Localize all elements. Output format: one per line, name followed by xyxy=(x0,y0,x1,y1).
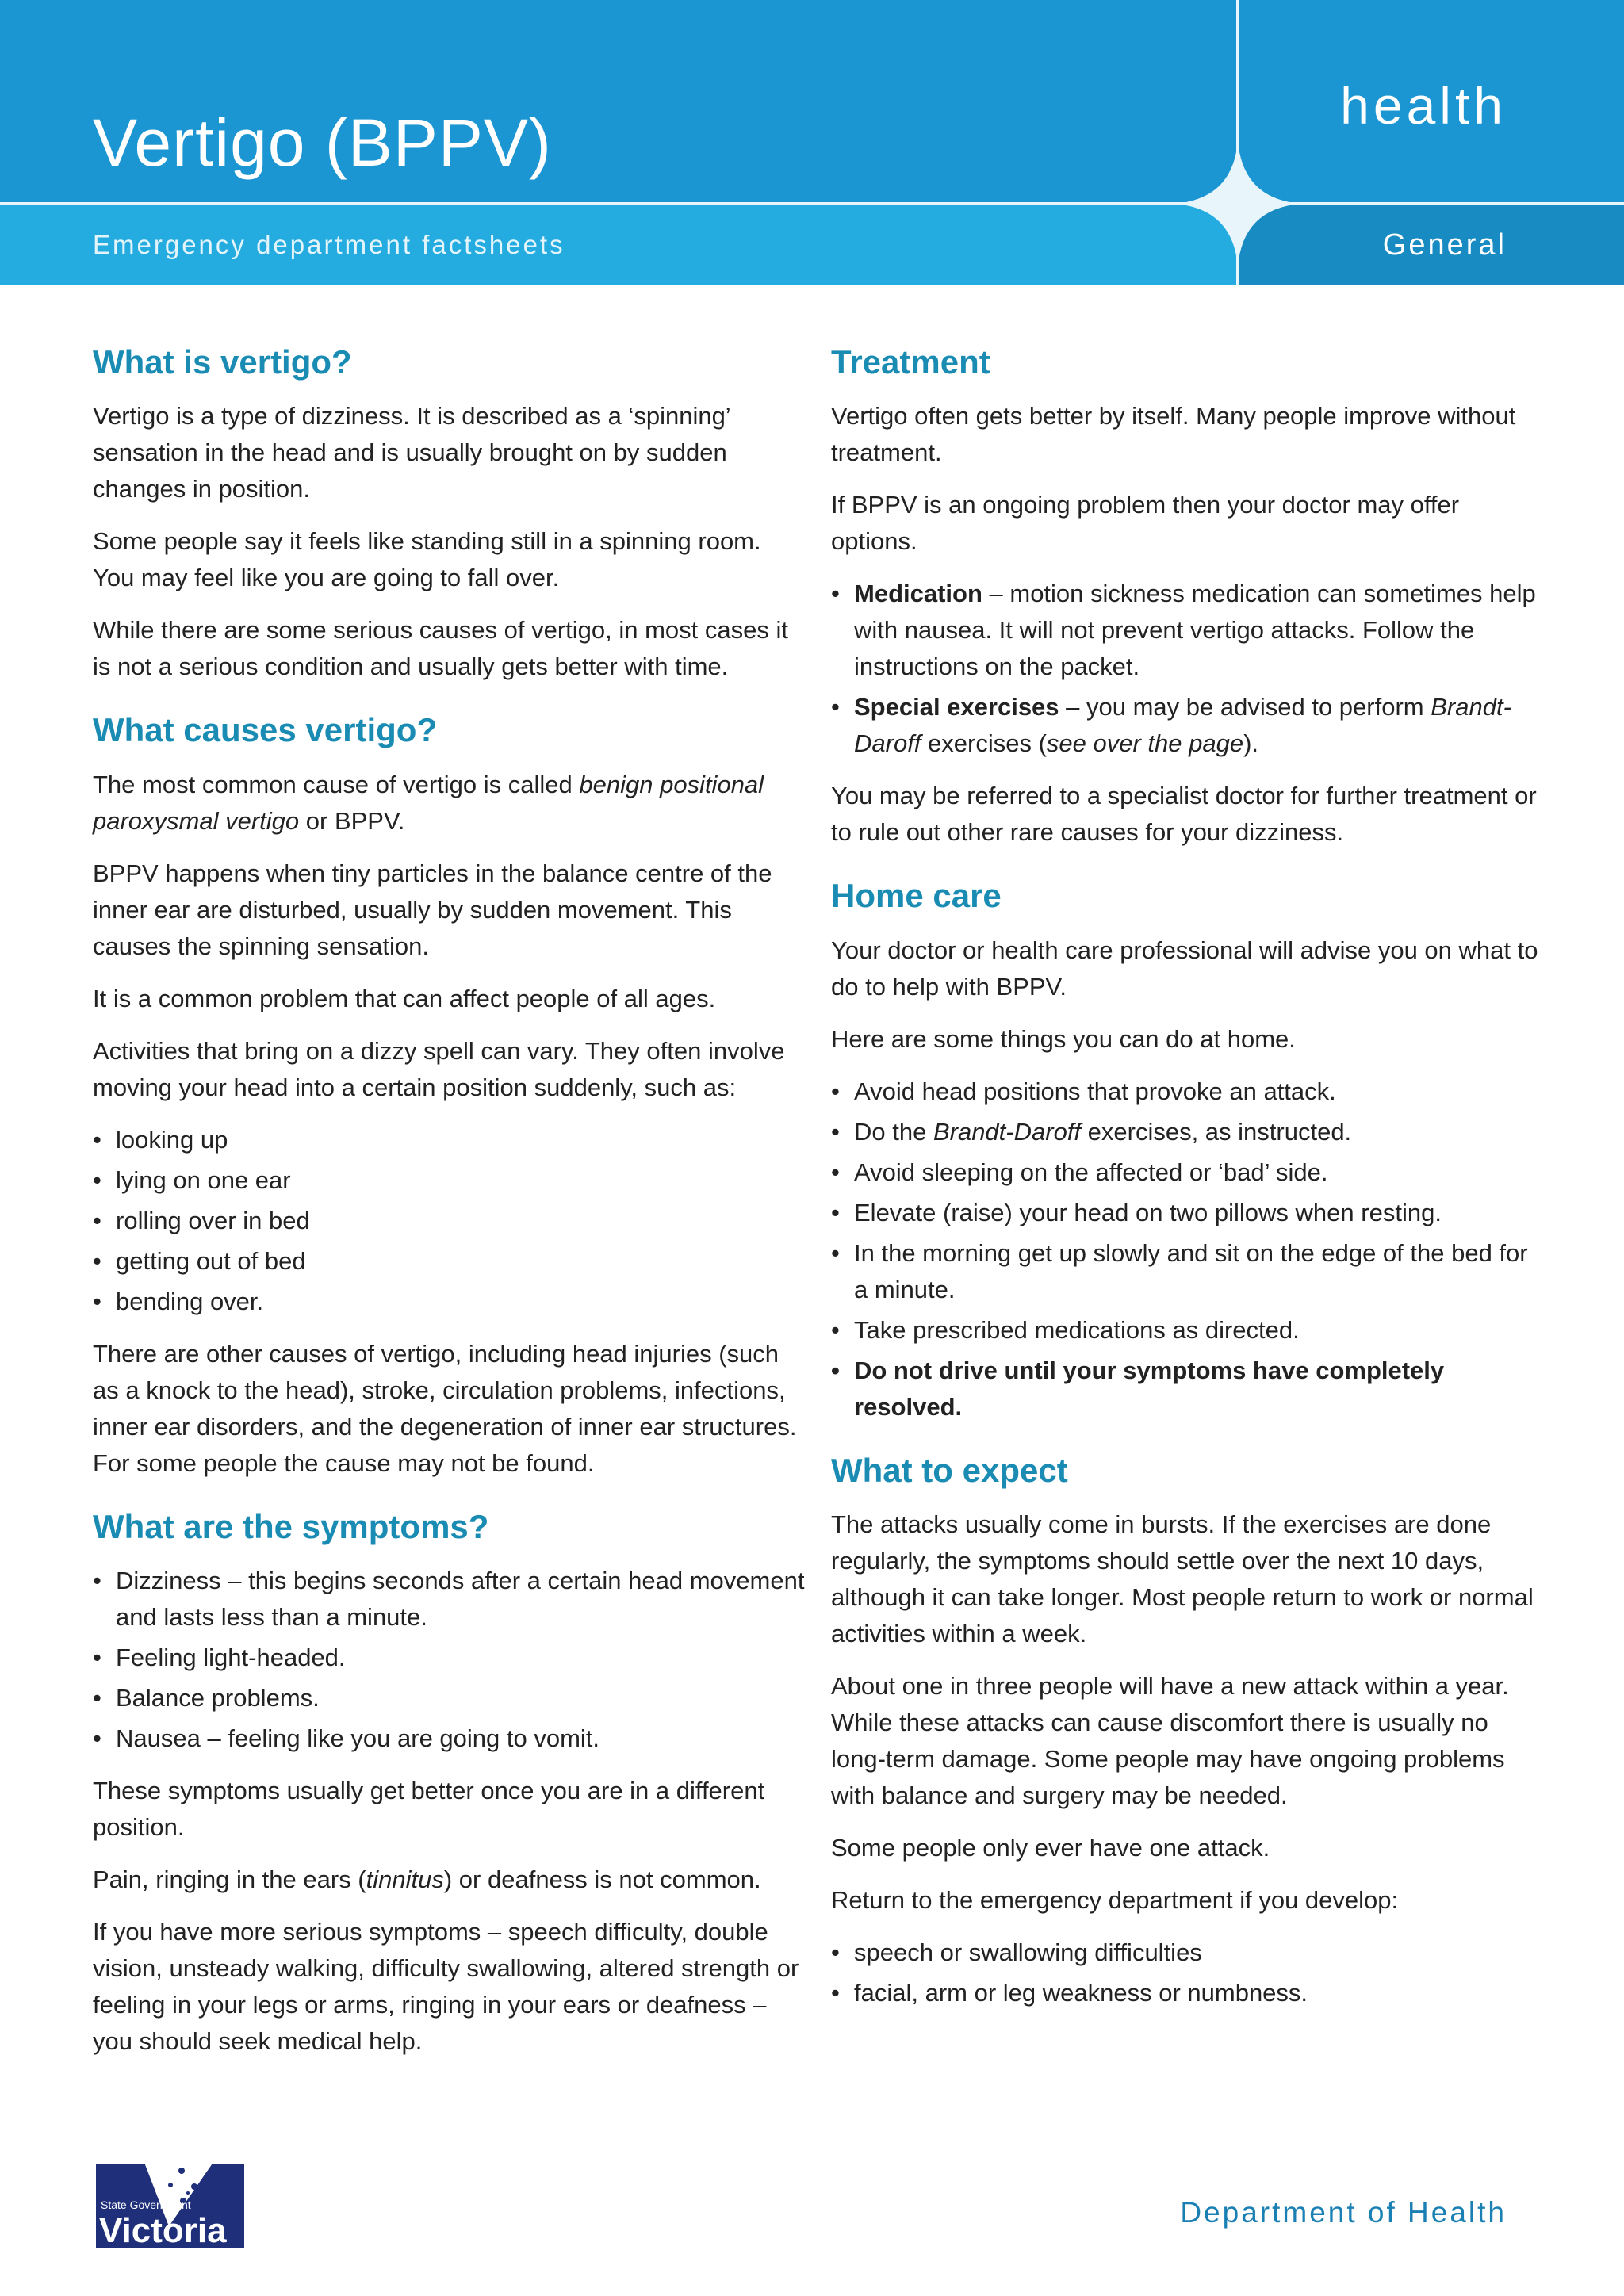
page-title: Vertigo (BPPV) xyxy=(93,105,552,180)
paragraph: Vertigo is a type of dizziness. It is described as a ‘spinning’ sensation in the head and is usually brought on by sudden changes in position. xyxy=(93,402,730,503)
symptoms-list xyxy=(93,1563,806,1757)
bold-term: Medication xyxy=(854,580,982,608)
list-item xyxy=(831,1114,1545,1150)
treatment-options-list xyxy=(831,576,1545,762)
list-item: • getting out of bed xyxy=(93,1243,806,1280)
list-item: • Balance problems. xyxy=(93,1680,806,1716)
list-item: • rolling over in bed xyxy=(93,1203,806,1239)
paragraph: Activities that bring on a dizzy spell can vary. They often involve moving your head into a certain position suddenly, such as: xyxy=(93,1036,785,1101)
paragraph: Your doctor or health care professional will advise you on what to do to help with BPPV. xyxy=(831,936,1538,1001)
section-heading: Home care xyxy=(831,877,1002,915)
header-divider xyxy=(0,202,1624,205)
list-item: • Dizziness – this begins seconds after a certain head movement and lasts less than a minute. xyxy=(93,1563,806,1636)
list-item: • Elevate (raise) your head on two pillows when resting. xyxy=(831,1195,1545,1231)
paragraph: These symptoms usually get better once you are in a different position. xyxy=(93,1777,765,1842)
section-heading: Treatment xyxy=(831,343,990,381)
paragraph xyxy=(93,1862,806,1898)
list-item: • facial, arm or leg weakness or numbness. xyxy=(831,1975,1545,2011)
logo-big-text: Victoria xyxy=(99,2211,227,2250)
list-item: • bending over. xyxy=(93,1284,806,1320)
section-home-care xyxy=(831,876,1545,1425)
section-heading: What to expect xyxy=(831,1451,1068,1489)
list-item: • lying on one ear xyxy=(93,1162,806,1199)
emphasis-term: see over the page xyxy=(1046,729,1244,758)
logo-small-text: State Government xyxy=(101,2198,191,2211)
paragraph: While there are some serious causes of vertigo, in most cases it is not a serious condition and usually gets better with time. xyxy=(93,616,788,681)
section-symptoms xyxy=(93,1507,806,2060)
section-what-to-expect xyxy=(831,1451,1545,2011)
text-run: or BPPV. xyxy=(299,806,405,835)
section-what-causes-vertigo xyxy=(93,710,806,1481)
emphasis-term: Brandt-Daroff xyxy=(854,693,1511,758)
text-run: The most common cause of vertigo is called xyxy=(93,770,580,798)
department-name: Department of Health xyxy=(1180,2196,1507,2229)
text-run: – motion sickness medication can sometimes help with nausea. It will not prevent vertigo attacks. Follow the instructions on the packet. xyxy=(854,580,1536,681)
right-column xyxy=(831,342,1545,2027)
section-heading: What is vertigo? xyxy=(93,343,352,381)
paragraph: BPPV happens when tiny particles in the balance centre of the inner ear are disturbed, usually by sudden movement. This causes the spinning sensation. xyxy=(93,859,772,960)
text-run: exercises, as instructed. xyxy=(1081,1117,1352,1146)
section-heading: What are the symptoms? xyxy=(93,1507,489,1545)
paragraph: If you have more serious symptoms – speech difficulty, double vision, unsteady walking, difficulty swallowing, altered strength or feeling in your legs or arms, ringing in your ears or deafness – you should seek medical help. xyxy=(93,1918,799,2056)
text-run: – you may be advised to perform xyxy=(1059,693,1431,721)
paragraph: You may be referred to a specialist doctor for further treatment or to rule out other rare causes for your dizziness. xyxy=(831,782,1537,847)
section-treatment xyxy=(831,342,1545,851)
list-item-special-exercises xyxy=(831,689,1545,762)
paragraph: If BPPV is an ongoing problem then your doctor may offer options. xyxy=(831,491,1460,556)
list-item: • Nausea – feeling like you are going to vomit. xyxy=(93,1720,806,1757)
list-item-warning: • Do not drive until your symptoms have completely resolved. xyxy=(831,1353,1545,1425)
list-item-medication xyxy=(831,576,1545,685)
list-item: • Avoid sleeping on the affected or ‘bad’ side. xyxy=(831,1154,1545,1191)
list-item: • In the morning get up slowly and sit on the edge of the bed for a minute. xyxy=(831,1235,1545,1308)
text-run: ). xyxy=(1243,729,1259,758)
left-column xyxy=(93,342,806,2076)
list-item: • Feeling light-headed. xyxy=(93,1640,806,1676)
paragraph xyxy=(93,767,806,840)
category-label: General xyxy=(1382,228,1507,262)
list-item: • speech or swallowing difficulties xyxy=(831,1934,1545,1971)
list-item: • Avoid head positions that provoke an attack. xyxy=(831,1073,1545,1110)
list-item: • looking up xyxy=(93,1122,806,1158)
home-care-list xyxy=(831,1073,1545,1425)
brand-health: health xyxy=(1340,76,1507,135)
bold-term: Special exercises xyxy=(854,693,1059,721)
section-heading: What causes vertigo? xyxy=(93,711,438,749)
emphasis-term: benign positional paroxysmal vertigo xyxy=(93,770,764,835)
paragraph: Return to the emergency department if you develop: xyxy=(831,1886,1399,1915)
section-what-is-vertigo xyxy=(93,342,806,685)
paragraph: Vertigo often gets better by itself. Many people improve without treatment. xyxy=(831,402,1516,467)
paragraph: About one in three people will have a new attack within a year. While these attacks can cause discomfort there is usually no long-term damage. Some people may have ongoing problems with balance and surgery may be needed. xyxy=(831,1672,1509,1810)
text-run: Do the xyxy=(854,1117,933,1146)
paragraph: There are other causes of vertigo, including head injuries (such as a knock to the head), stroke, circulation problems, infections, inner ear disorders, and the degeneration of inner ear structures. For some people the cause may not be found. xyxy=(93,1339,797,1477)
paragraph: Here are some things you can do at home. xyxy=(831,1024,1296,1053)
return-list xyxy=(831,1934,1545,2011)
paragraph: Some people say it feels like standing still in a spinning room. You may feel like you are going to fall over. xyxy=(93,527,761,592)
list-item: • Take prescribed medications as directed. xyxy=(831,1312,1545,1349)
victoria-government-logo xyxy=(93,2163,247,2252)
activities-list xyxy=(93,1122,806,1320)
emphasis-term: tinnitus xyxy=(366,1866,444,1894)
text-run: exercises ( xyxy=(921,729,1047,758)
text-run: Pain, ringing in the ears ( xyxy=(93,1866,366,1894)
emphasis-term: Brandt-Daroff xyxy=(933,1117,1082,1146)
series-subtitle: Emergency department factsheets xyxy=(93,230,565,259)
text-run: ) or deafness is not common. xyxy=(443,1866,761,1894)
paragraph: The attacks usually come in bursts. If the exercises are done regularly, the symptoms should settle over the next 10 days, although it can take longer. Most people return to work or normal activities within a week. xyxy=(831,1510,1534,1648)
sparkle-icon xyxy=(1174,140,1301,267)
paragraph: It is a common problem that can affect people of all ages. xyxy=(93,984,716,1012)
paragraph: Some people only ever have one attack. xyxy=(831,1834,1270,1862)
